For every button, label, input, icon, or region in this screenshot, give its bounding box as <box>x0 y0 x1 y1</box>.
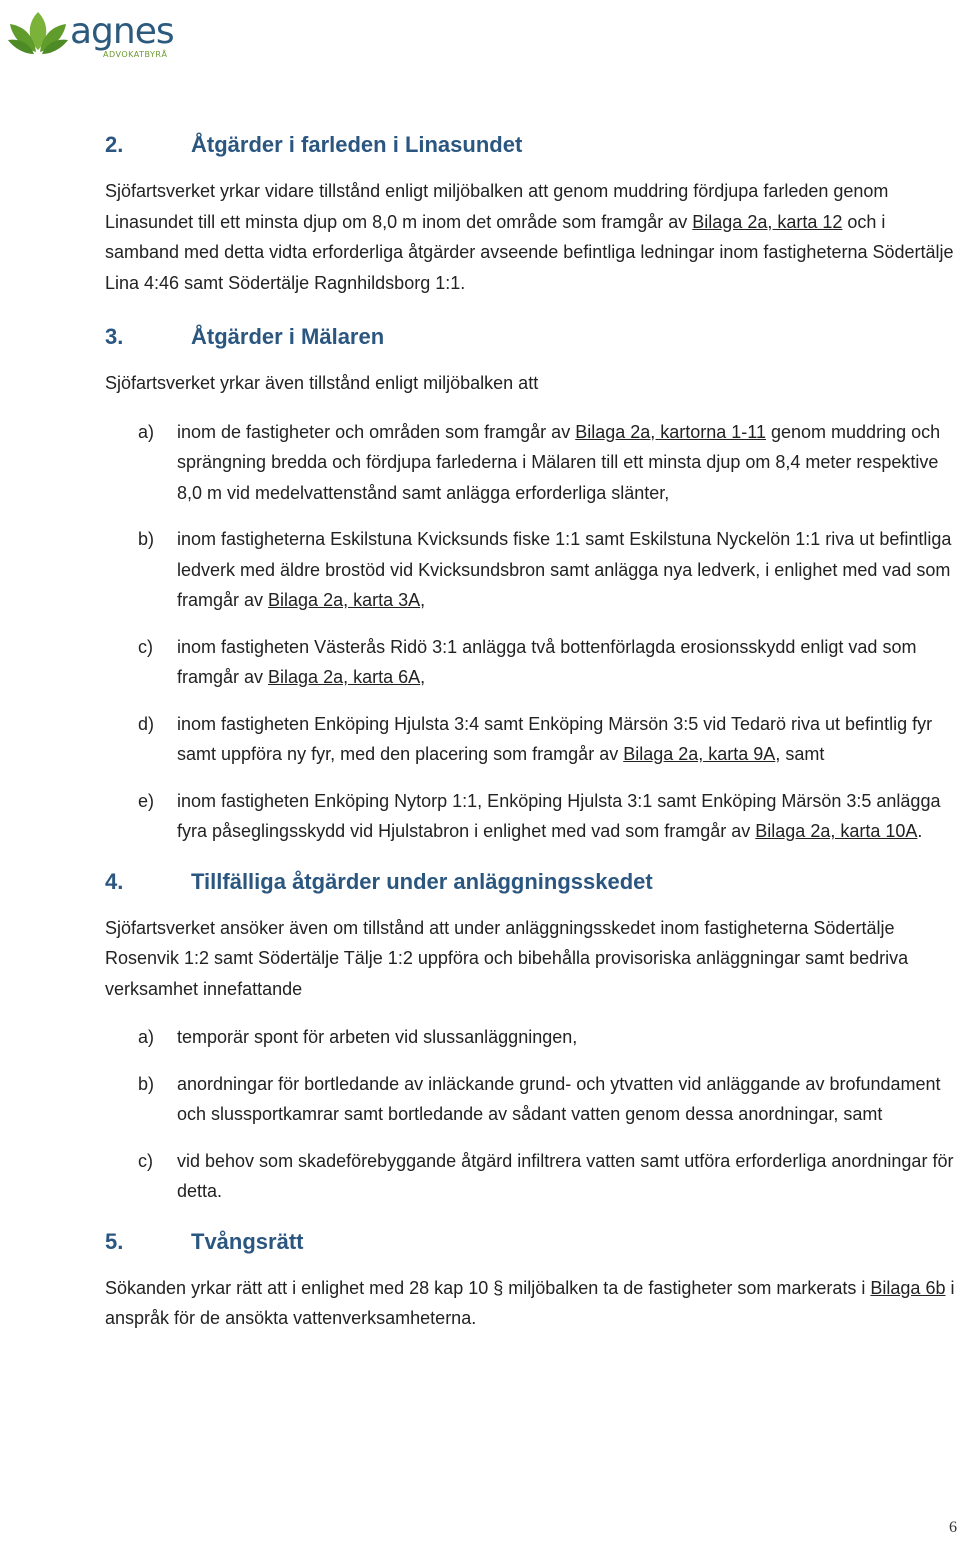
company-logo <box>8 8 188 64</box>
list-marker: c) <box>138 1150 153 1171</box>
list-item-text <box>177 786 960 847</box>
list-marker: e) <box>138 790 155 811</box>
section-heading <box>105 865 960 899</box>
body-text: , samt <box>775 744 825 764</box>
section-paragraph <box>105 1273 960 1334</box>
body-text: Sökanden yrkar rätt att i enlighet med 28 kap 10 § miljöbalken ta de fastigheter som markerats i <box>105 1277 871 1298</box>
body-text: , <box>420 667 426 687</box>
section-intro: Sjöfartsverket yrkar även tillstånd enligt miljöbalken att <box>105 373 539 393</box>
section-number: 2. <box>105 132 124 157</box>
bilaga-link[interactable]: Bilaga 2a, kartorna 1-11 <box>575 421 766 442</box>
list-marker: a) <box>138 421 155 442</box>
section-title: Åtgärder i farleden i Linasundet <box>191 132 523 157</box>
list-item-text <box>177 417 960 509</box>
body-text: och i samband med detta vidta erforderliga åtgärder avseende befintliga ledningar inom fastigheterna Södertälje Lina 4:46 samt Södertälje Ragnhildsborg 1:1. <box>105 211 954 293</box>
body-text: inom fastigheten Västerås Ridö 3:1 anlägga två bottenförlagda erosionsskydd enligt vad som framgår av <box>177 636 917 687</box>
lotus-leaf-icon <box>8 8 68 58</box>
body-text: inom de fastigheter och områden som framgår av <box>177 421 576 442</box>
body-text: inom fastigheten Enköping Nytorp 1:1, Enköping Hjulsta 3:1 samt Enköping Märsön 3:5 anlägga fyra påseglingsskydd vid Hjulstabron i enlighet med vad som framgår av <box>177 790 941 841</box>
body-text: anordningar för bortledande av inläckande grund- och ytvatten vid anläggande av brofundament och slussportkamrar samt bortledande av sådant vatten genom dessa anordningar, samt <box>177 1073 941 1124</box>
section-number: 5. <box>105 1228 124 1254</box>
bilaga-link[interactable]: Bilaga 2a, karta 9A <box>623 744 776 764</box>
list-marker: b) <box>138 1073 155 1094</box>
bilaga-link[interactable]: Bilaga 2a, karta 3A <box>268 590 421 610</box>
list-item <box>105 524 960 616</box>
list-item <box>105 1069 960 1130</box>
section-number: 3. <box>105 324 124 349</box>
logo-subtitle: ADVOKATBYRÅ <box>103 50 168 59</box>
body-text: . <box>917 821 923 841</box>
list-item-text <box>177 632 960 693</box>
body-text: vid behov som skadeförebyggande åtgärd infiltrera vatten samt utföra erforderliga anordningar för detta. <box>177 1150 954 1201</box>
list-item <box>105 417 960 509</box>
body-text: inom fastigheten Enköping Hjulsta 3:4 samt Enköping Märsön 3:5 vid Tedarö riva ut befintlig fyr samt uppföra ny fyr, med den placering som framgår av <box>177 713 933 764</box>
list-marker: d) <box>138 713 155 734</box>
section-title: Åtgärder i Mälaren <box>191 324 385 349</box>
body-text: Sjöfartsverket yrkar vidare tillstånd enligt miljöbalken att genom muddring fördjupa farleden genom Linasundet till ett minsta djup om 8,0 m inom det område som framgår av <box>105 181 889 232</box>
list-marker: a) <box>138 1027 155 1047</box>
list-item <box>105 632 960 693</box>
section-heading <box>105 128 960 162</box>
section-heading <box>105 320 960 354</box>
list-item <box>105 1022 960 1053</box>
section-intro: Sjöfartsverket ansöker även om tillstånd att under anläggningsskedet inom fastigheterna Södertälje Rosenvik 1:2 samt Södertälje Tälje 1:2 uppföra och bibehålla provisoriska anläggningar samt bedriva verksamhet innefattande <box>105 917 909 999</box>
item-list <box>105 417 960 847</box>
list-item <box>105 786 960 847</box>
page-number: 6 <box>949 1519 957 1536</box>
list-item-text <box>177 709 960 770</box>
body-text: i anspråk för de ansökta vattenverksamheterna. <box>105 1277 955 1328</box>
list-marker: b) <box>138 529 155 549</box>
section-heading <box>105 1225 960 1259</box>
item-list <box>105 1022 960 1207</box>
bilaga-link[interactable]: Bilaga 2a, karta 12 <box>692 211 843 232</box>
list-item-text <box>177 1022 960 1053</box>
bilaga-link[interactable]: Bilaga 6b <box>870 1277 946 1298</box>
section-paragraph <box>105 176 960 298</box>
body-text: genom muddring och sprängning bredda och fördjupa farlederna i Mälaren till ett minsta djup om 8,4 meter respektive 8,0 m vid medelvattenstånd samt anlägga erforderliga slänter, <box>177 421 941 503</box>
logo-wordmark: agnes <box>70 11 174 52</box>
bilaga-link[interactable]: Bilaga 2a, karta 10A <box>755 821 918 841</box>
section-number: 4. <box>105 868 124 894</box>
body-text: temporär spont för arbeten vid slussanläggningen, <box>177 1027 578 1047</box>
body-text: inom fastigheterna Eskilstuna Kvicksunds fiske 1:1 samt Eskilstuna Nyckelön 1:1 riva ut befintliga ledverk med äldre brostöd vid Kvicksundsbron samt anlägga nya ledverk, i enlighet med vad som framgår av <box>177 529 952 610</box>
list-item-text <box>177 524 960 616</box>
section-title: Tvångsrätt <box>191 1228 304 1254</box>
bilaga-link[interactable]: Bilaga 2a, karta 6A <box>268 667 421 687</box>
list-item <box>105 709 960 770</box>
list-item-text <box>177 1069 960 1130</box>
body-text: , <box>420 590 426 610</box>
list-marker: c) <box>138 636 153 657</box>
list-item-text <box>177 1146 960 1207</box>
section-title: Tillfälliga åtgärder under anläggningsskedet <box>191 868 653 894</box>
document-body <box>105 128 960 1356</box>
list-item <box>105 1146 960 1207</box>
